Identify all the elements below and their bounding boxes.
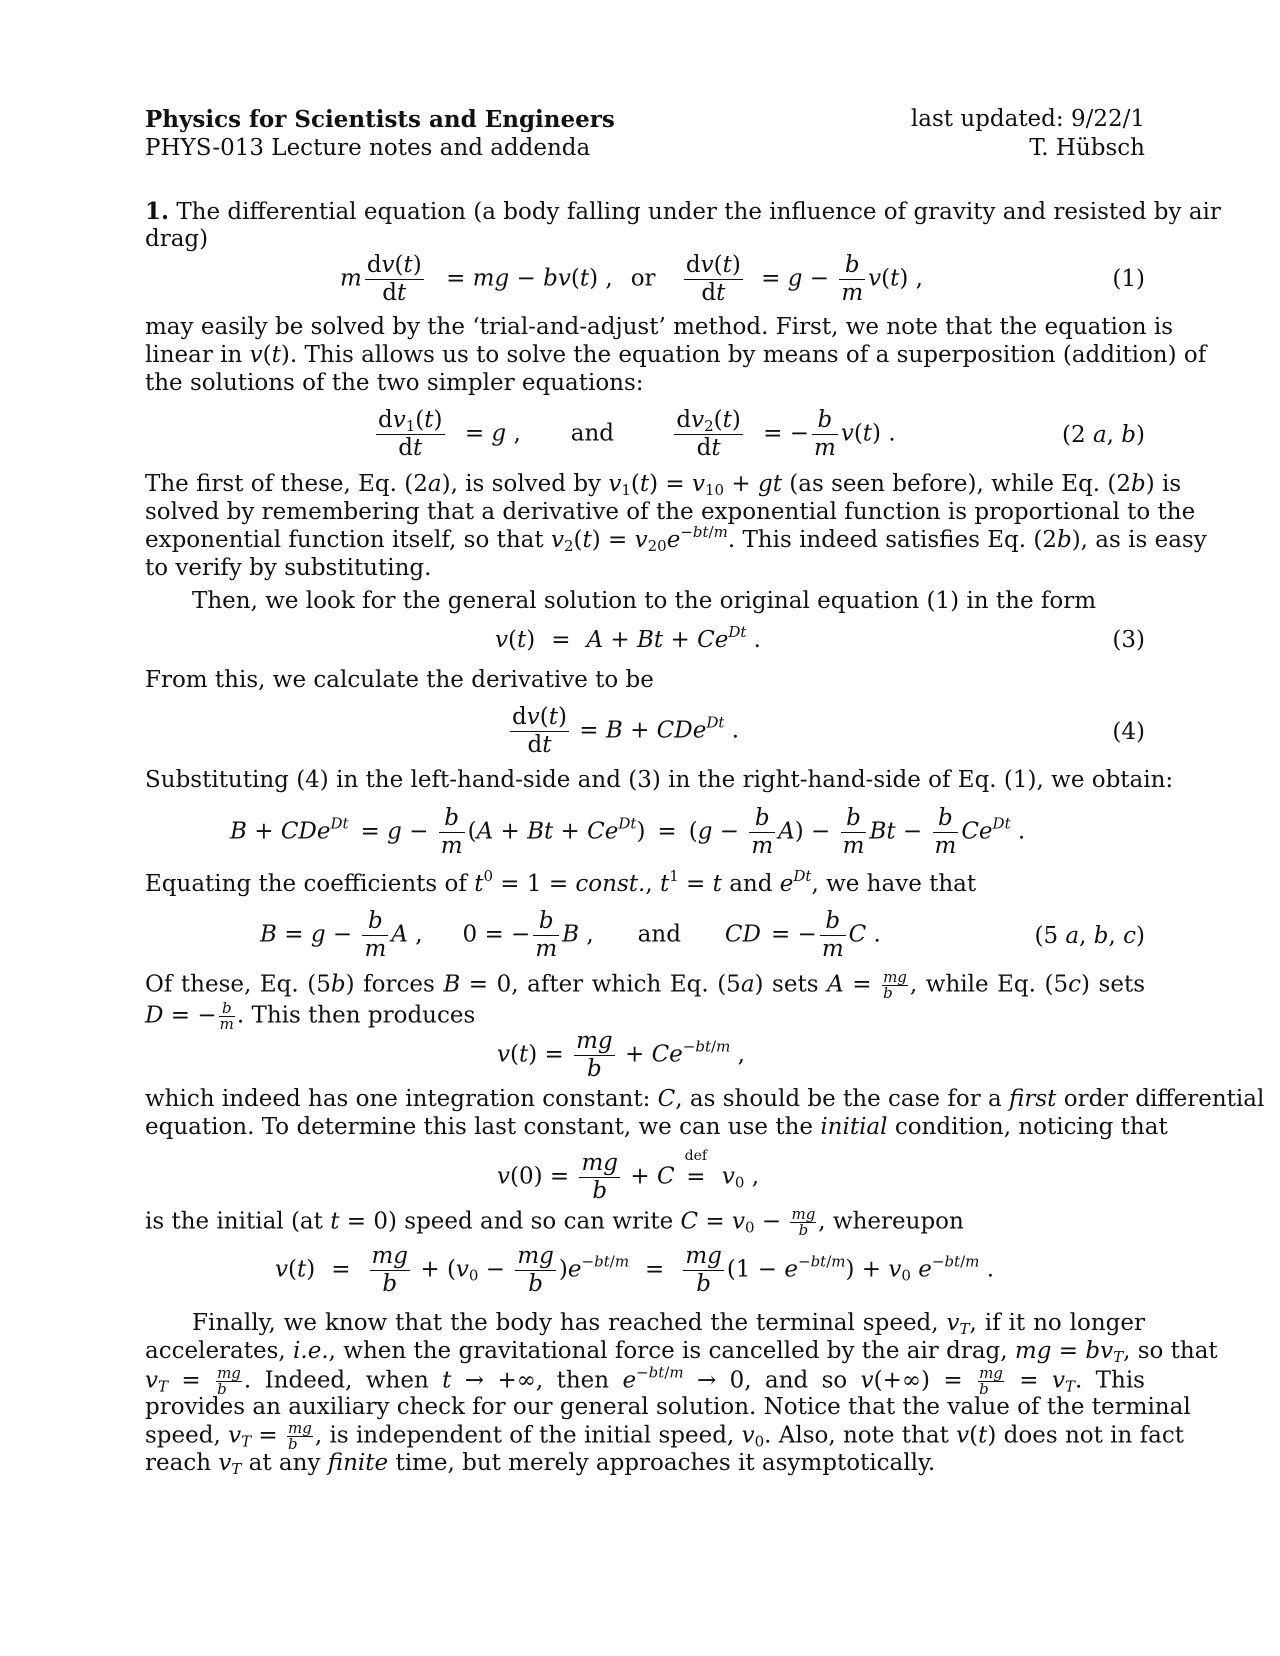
- intro-text: The differential equation (a body falling under the influence of gravity and resisted by air: [176, 199, 1221, 225]
- paragraph-3-line-1: Then, we look for the general solution to the original equation (1) in the form: [192, 588, 1097, 614]
- paragraph-1-line-1: may easily be solved by the ‘trial-and-adjust’ method. First, we note that the equation is: [145, 314, 1174, 340]
- paragraph-2-line-3: exponential function itself, so that $v_2(t) = v_{20}e^{-bt/m}$. This indeed satisfies Eq. (2b), as is easy: [145, 523, 1207, 555]
- page: [145, 0, 1265, 1656]
- last-updated: last updated: 9/22/1: [910, 106, 1145, 132]
- word-or: or: [630, 265, 656, 292]
- equation-1: m $\frac{dv(t)}{dt}$ = mg − bv(t) , or $\frac{dv(t)}{dt}$ = g − $\frac{b}{m}$ v(t) ,: [340, 252, 923, 306]
- paragraph-2-line-2: solved by remembering that a derivative of the exponential function is proportional to the: [145, 499, 1196, 525]
- course-subtitle: PHYS-013 Lecture notes and addenda: [145, 135, 591, 161]
- def-label: def: [684, 1147, 708, 1164]
- course-title: Physics for Scientists and Engineers: [145, 106, 615, 133]
- author: T. Hübsch: [1029, 135, 1145, 161]
- equation-final: v(t) = $\frac{mg}{b}$ + ($v_0$ − $\frac{mg}{b}$ )$e^{-bt/m}$ = $\frac{mg}{b}$ $(1 - e^{-bt/m}) + v_0$ $e^{-bt/m}$ .: [275, 1243, 995, 1297]
- paragraph-2-line-4: to verify by substituting.: [145, 555, 432, 581]
- paragraph-6-line-1: Equating the coefficients of $t^0 = 1$ = const., $t^1 = t$ and $e^{Dt}$, we have that: [145, 867, 977, 897]
- paragraph-5-line-1: Substituting (4) in the left-hand-side and (3) in the right-hand-side of Eq. (1), we obtain:: [145, 767, 1174, 793]
- equation-1-number: (1): [1112, 266, 1145, 292]
- paragraph-7-line-2: D = − $\frac{b}{m}$ . This then produces: [145, 999, 476, 1033]
- equation-5-number: (5 a, b, c): [1034, 923, 1145, 949]
- paragraph-2-line-1: The first of these, Eq. (2a), is solved by $v_1(t) = v_{10}$ + gt (as seen before), while Eq. (2b) is: [145, 471, 1182, 499]
- equation-5: B = g − $\frac{b}{m}$ A , 0 = − $\frac{b}{m}$ B , and CD = − $\frac{b}{m}$ C .: [260, 908, 881, 962]
- equation-4: $\frac{dv(t)}{dt}$ = B + CDe$^{Dt}$ .: [512, 704, 740, 758]
- equation-4-number: (4): [1112, 719, 1145, 745]
- intro-line: [145, 197, 1221, 227]
- paragraph-10-line-3: $v_T$ = $\frac{mg}{b}$ . Indeed, when t → +∞, then $e^{-bt/m} \to 0$, and so v(+∞) = $\frac{mg}{b}$ = $v_T$. This: [145, 1363, 1145, 1398]
- equation-v: v(t) = $\frac{mg}{b}$ + $Ce^{-bt/m}$ ,: [497, 1028, 745, 1082]
- word-and-2: and: [637, 921, 681, 948]
- equation-3: $v(t) = A + Bt + Ce^{Dt}$ .: [495, 623, 761, 653]
- equation-v0: v(0) = $\frac{mg}{b}$ + C def = $v_0$ ,: [497, 1147, 760, 1204]
- paragraph-1-line-3: the solutions of the two simpler equations:: [145, 370, 644, 396]
- equation-substitution: B + CDe$^{Dt}$ = g − $\frac{b}{m}$ $(A + Bt + Ce^{Dt}) = (g$ − $\frac{b}{m}$ A) − $\frac{b}{m}$ Bt − $\frac{b}{m}$ $Ce^{Dt}$ .: [230, 805, 1026, 859]
- word-and: and: [570, 420, 615, 447]
- paragraph-4-line-1: From this, we calculate the derivative to be: [145, 667, 654, 693]
- section-number: 1.: [145, 198, 170, 225]
- equation-2-number: (2 a, b): [1062, 422, 1145, 448]
- paragraph-7-line-1: Of these, Eq. (5b) forces B = 0, after which Eq. (5a) sets A = $\frac{mg}{b}$ , while Eq. (5c) sets: [145, 968, 1146, 1002]
- paragraph-1-line-2: linear in v(t). This allows us to solve the equation by means of a superposition (addition) of: [145, 342, 1207, 368]
- paragraph-9-line-1: is the initial (at t = 0) speed and so can write $C = v_0$ − $\frac{mg}{b}$ , whereupon: [145, 1205, 964, 1239]
- equation-3-number: (3): [1112, 627, 1145, 653]
- paragraph-8-line-2: equation. To determine this last constant, we can use the initial condition, noticing that: [145, 1114, 1168, 1140]
- equation-2: $\frac{dv_1(t)}{dt}$ = g , and $\frac{dv_2(t)}{dt}$ = − $\frac{b}{m}$ v(t) .: [378, 407, 896, 461]
- paragraph-10-line-5: speed, $v_T$ = $\frac{mg}{b}$ , is independent of the initial speed, $v_0$. Also, note that v(t) does not in fact: [145, 1419, 1184, 1453]
- paragraph-10-line-1: Finally, we know that the body has reached the terminal speed, $v_T$, if it no longer: [192, 1310, 1146, 1338]
- intro-line-2: drag): [145, 226, 209, 252]
- paragraph-10-line-2: accelerates, i.e., when the gravitational force is cancelled by the air drag, mg = $bv_T$, so that: [145, 1338, 1218, 1366]
- paragraph-8-line-1: which indeed has one integration constant: C, as should be the case for a first order differential: [145, 1086, 1265, 1112]
- paragraph-10-line-4: provides an auxiliary check for our general solution. Notice that the value of the terminal: [145, 1394, 1191, 1420]
- paragraph-10-line-6: reach $v_T$ at any finite time, but merely approaches it asymptotically.: [145, 1450, 936, 1478]
